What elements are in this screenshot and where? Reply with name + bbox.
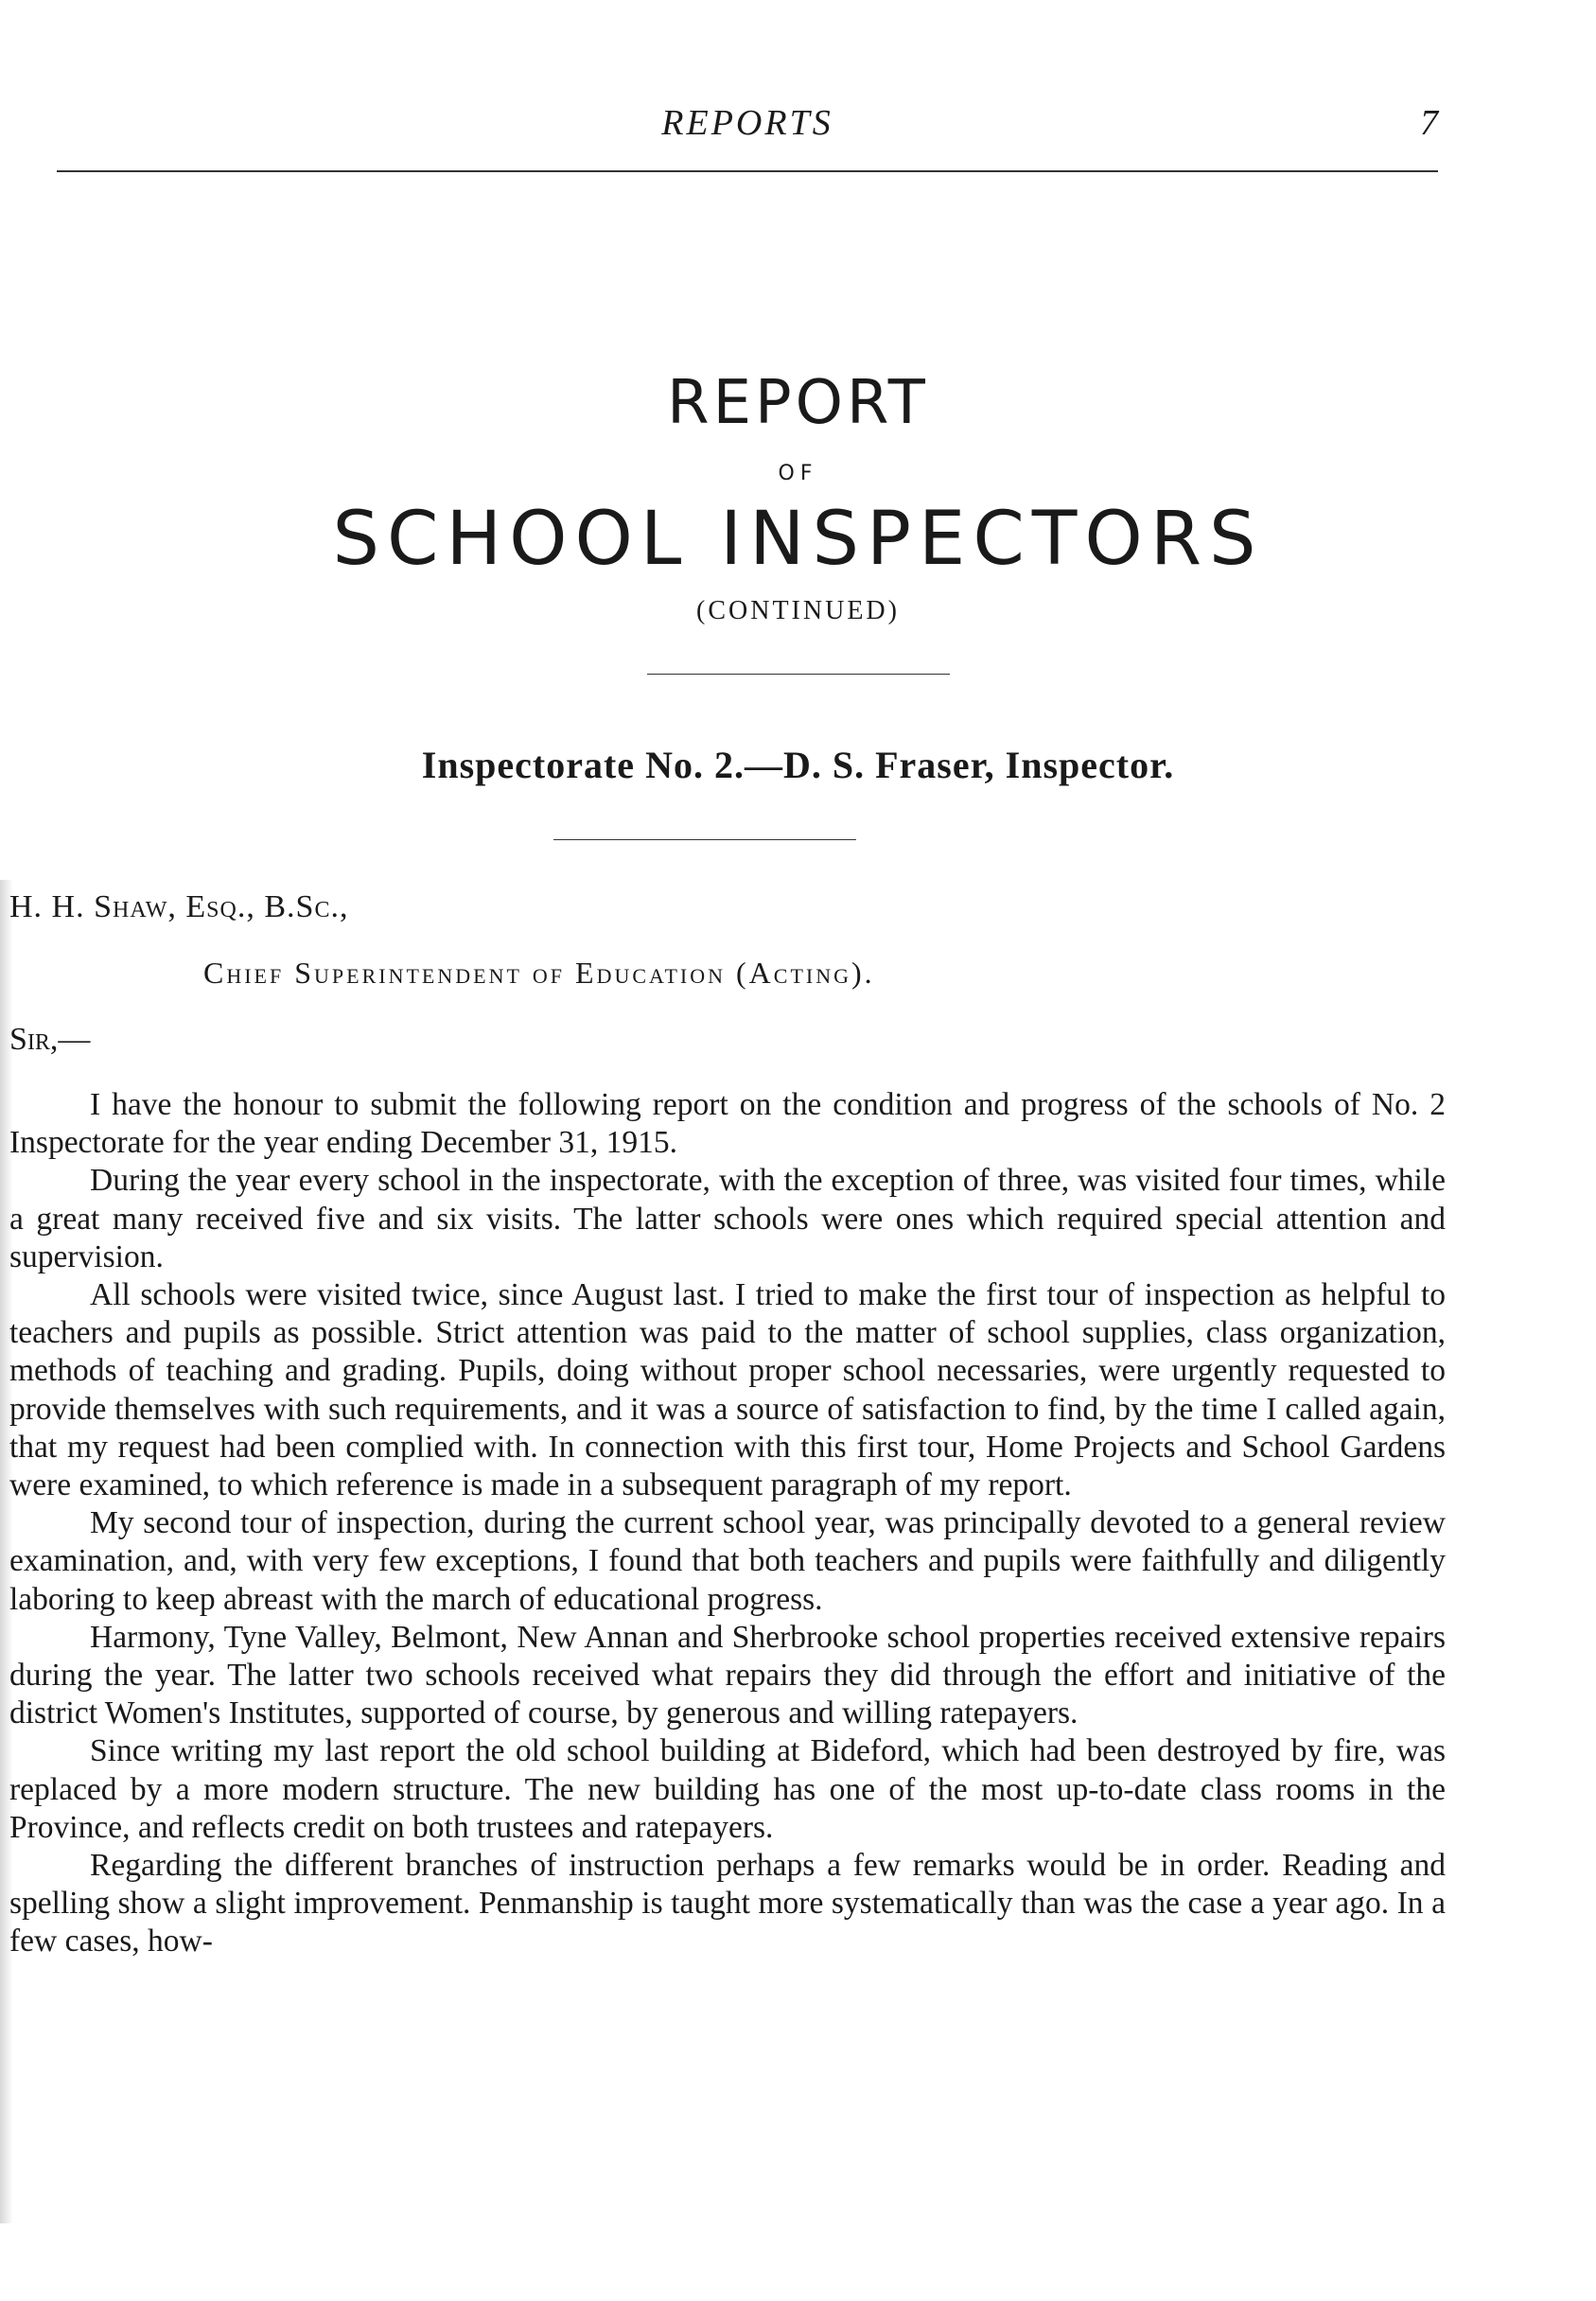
running-header [57,102,1438,168]
paragraph: Harmony, Tyne Valley, Belmont, New Annan and Sherbrooke school properties received extensive repairs during the year. The latter two schools received what repairs they did through the effort and initiative of the district Women's Institutes, supported of course, by generous and willing ratepayers. [9,1619,1446,1731]
paragraph: I have the honour to submit the following report on the condition and progress of the schools of No. 2 Inspectorate for the year ending December 31, 1915. [9,1087,1446,1161]
inspectorate-heading: Inspectorate No. 2.—D. S. Fraser, Inspector. [421,744,1175,786]
addressee: H. H. Shaw, Esq., B.Sc., [9,889,349,924]
paragraph: Since writing my last report the old school building at Bideford, which had been destroyed by fire, was replaced by a more modern structure. The new building has one of the most up-to-date class rooms in the Province, and reflects credit on both trustees and ratepayers. [9,1733,1446,1845]
title-report: REPORT [667,368,929,438]
title-school-inspectors: SCHOOL INSPECTORS [332,497,1264,582]
salutation: Sir,— [9,1022,91,1057]
page-number: 7 [1420,103,1438,143]
title-rule [647,674,950,675]
inspectorate-rule [553,839,856,840]
header-rule [57,170,1438,172]
paragraph: Regarding the different branches of instruction perhaps a few remarks would be in order. Reading and spelling show a slight improvement. Penmanship is taught more systematically than was the case a year ago. In a few cases, how- [9,1848,1446,1959]
title-continued: (CONTINUED) [696,596,900,625]
paragraph: All schools were visited twice, since August last. I tried to make the first tour of inspection as helpful to teachers and pupils as possible. Strict attention was paid to the matter of school supplies, class organization, methods of teaching and grading. Pupils, doing without proper school necessaries, were urgently requested to provide themselves with such requirements, and it was a source of satisfaction to find, by the time I called again, that my request had been complied with. In connection with this first tour, Home Projects and School Gardens were examined, to which reference is made in a subsequent paragraph of my report. [9,1277,1446,1503]
paragraph: My second tour of inspection, during the current school year, was principally devoted to a general review examination, and, with very few exceptions, I found that both teachers and pupils were faithfully and diligently laboring to keep abreast with the march of educational progress. [9,1505,1446,1617]
running-title: REPORTS [661,103,833,143]
title-of: OF [778,462,818,485]
report-body [9,1086,1446,1961]
paragraph: During the year every school in the inspectorate, with the exception of three, was visited four times, while a great many received five and six visits. The latter schools were ones which required special attention and supervision. [9,1163,1446,1274]
title-block [0,369,1596,675]
addressee-title: Chief Superintendent of Education (Acting). [203,956,875,990]
